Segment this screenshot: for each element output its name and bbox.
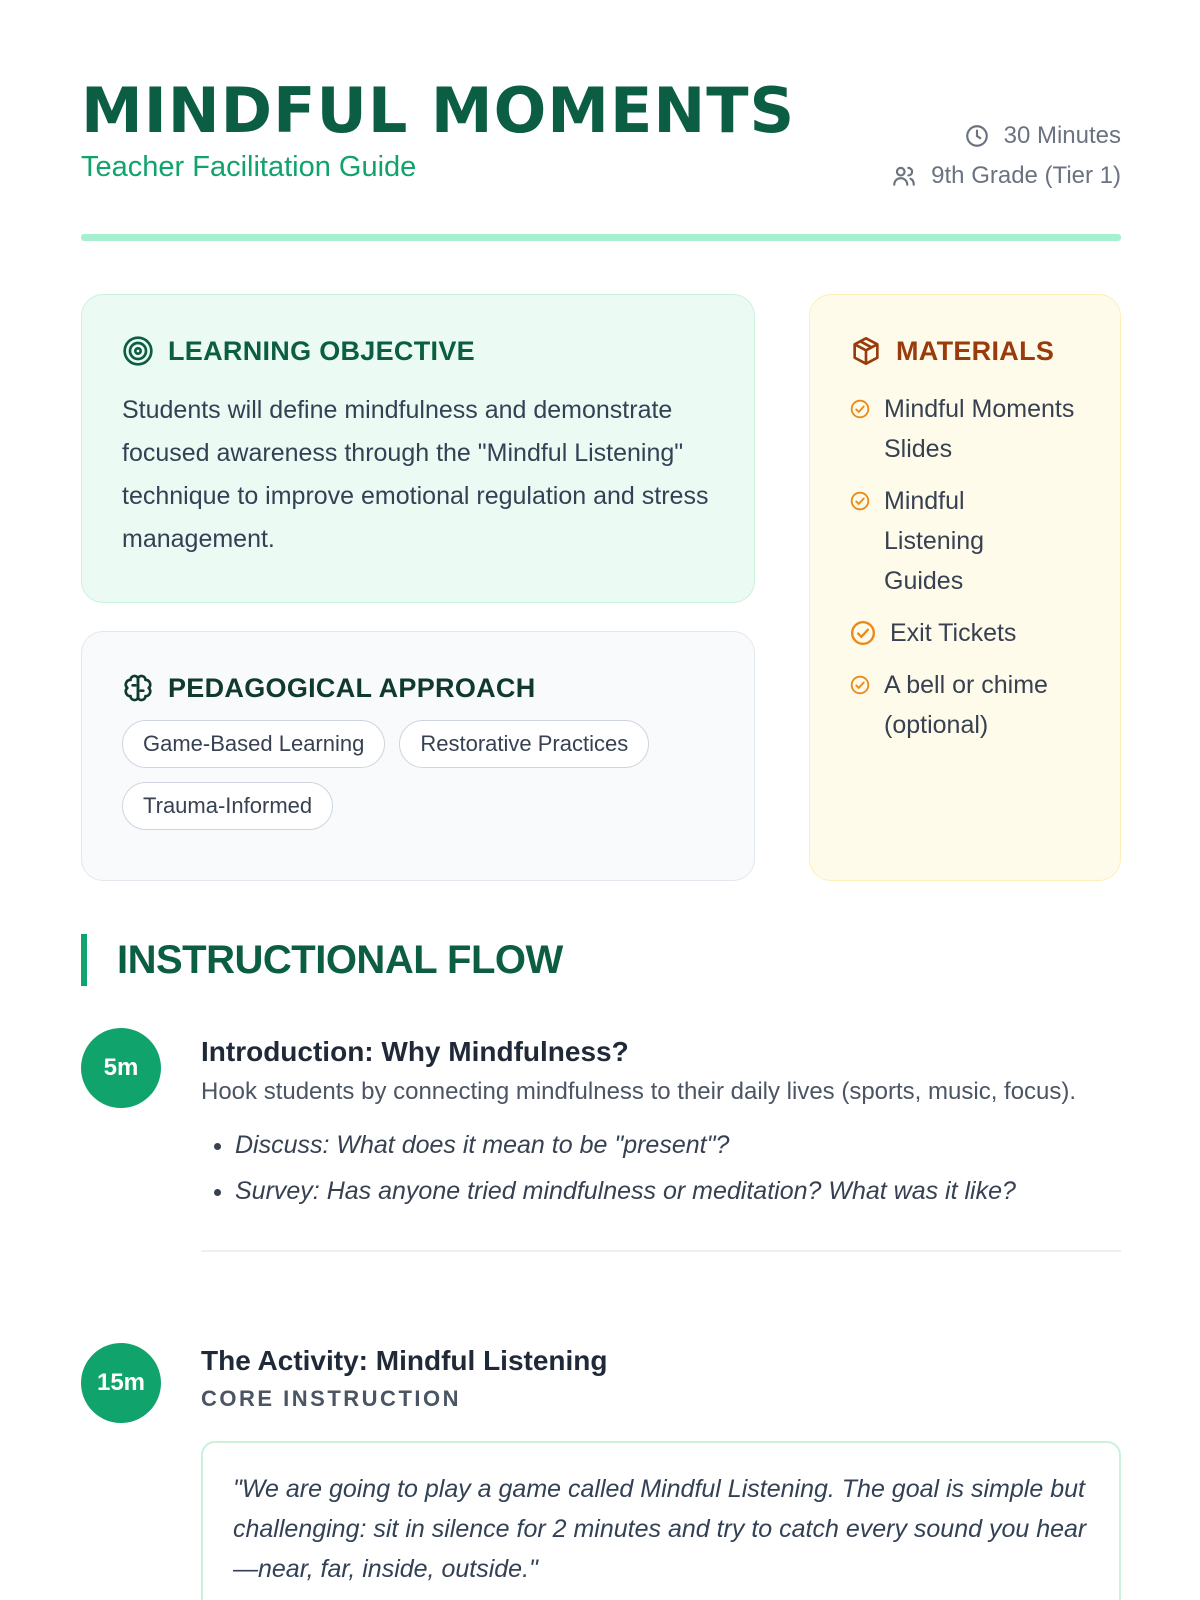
learning-objective-card — [81, 294, 755, 603]
materials-list — [850, 389, 1080, 745]
step-body — [201, 1032, 1121, 1252]
materials-item — [850, 481, 1080, 601]
materials-item-label: Mindful Moments Slides — [884, 395, 1075, 463]
header-divider — [81, 234, 1121, 241]
materials-item — [850, 665, 1080, 745]
approach-tag: Trauma-Informed — [122, 782, 333, 830]
materials-item — [850, 613, 1080, 653]
check-circle-icon — [850, 399, 870, 419]
check-circle-icon — [850, 675, 870, 695]
step-script-quote: "We are going to play a game called Mindful Listening. The goal is simple but challenging: sit in silence for 2 minutes and try to catch every sound you hear—near, far, inside, outside." — [201, 1441, 1121, 1600]
step-bullets — [201, 1122, 1121, 1214]
target-icon — [122, 335, 154, 367]
users-icon — [891, 163, 917, 189]
learning-objective-text: Students will define mindfulness and demonstrate focused awareness through the "Mindful Listening" technique to improve emotional regulation and stress management. — [122, 396, 709, 553]
check-circle-icon — [850, 620, 876, 646]
approach-tags — [122, 720, 714, 830]
materials-card — [809, 294, 1121, 881]
pedagogical-approach-title: PEDAGOGICAL APPROACH — [168, 672, 536, 703]
page-subtitle: Teacher Facilitation Guide — [81, 151, 417, 183]
check-circle-icon — [850, 491, 870, 511]
approach-tag: Game-Based Learning — [122, 720, 385, 768]
duration-row — [891, 116, 1121, 156]
step-title: Introduction: Why Mindfulness? — [201, 1036, 629, 1067]
step-body — [201, 1341, 1121, 1600]
learning-objective-heading — [122, 335, 714, 367]
audience-text: 9th Grade (Tier 1) — [931, 162, 1121, 189]
materials-item-label: Exit Tickets — [890, 619, 1017, 647]
learning-objective-title: LEARNING OBJECTIVE — [168, 335, 475, 366]
step-title: The Activity: Mindful Listening — [201, 1345, 608, 1376]
step-time-badge: 5m — [81, 1028, 161, 1108]
approach-tag: Restorative Practices — [399, 720, 649, 768]
package-icon — [850, 335, 882, 367]
materials-title: MATERIALS — [896, 335, 1055, 366]
instructional-flow-heading: INSTRUCTIONAL FLOW — [81, 934, 563, 986]
step-time-badge: 15m — [81, 1343, 161, 1423]
materials-item-label: Mindful Listening Guides — [884, 487, 985, 595]
step-description: Hook students by connecting mindfulness to their daily lives (sports, music, focus). — [201, 1078, 1077, 1105]
duration-text: 30 Minutes — [1003, 122, 1121, 149]
lesson-meta — [891, 116, 1121, 196]
step-divider — [201, 1250, 1121, 1252]
step-bullet: • Survey: Has anyone tried mindfulness or meditation? What was it like? — [235, 1168, 1121, 1214]
pedagogical-approach-card — [81, 631, 755, 881]
step-tag: CORE INSTRUCTION — [201, 1386, 461, 1411]
clock-icon — [964, 123, 990, 149]
pedagogical-approach-heading — [122, 672, 714, 704]
materials-heading — [850, 335, 1080, 367]
step-bullet: • Discuss: What does it mean to be "present"? — [235, 1122, 1121, 1168]
materials-item — [850, 389, 1080, 469]
header — [81, 0, 1121, 242]
page-title: MINDFUL MOMENTS — [81, 74, 796, 147]
audience-row — [891, 156, 1121, 196]
materials-item-label: A bell or chime (optional) — [884, 671, 1048, 739]
brain-icon — [122, 672, 154, 704]
lesson-guide — [81, 0, 1121, 1583]
